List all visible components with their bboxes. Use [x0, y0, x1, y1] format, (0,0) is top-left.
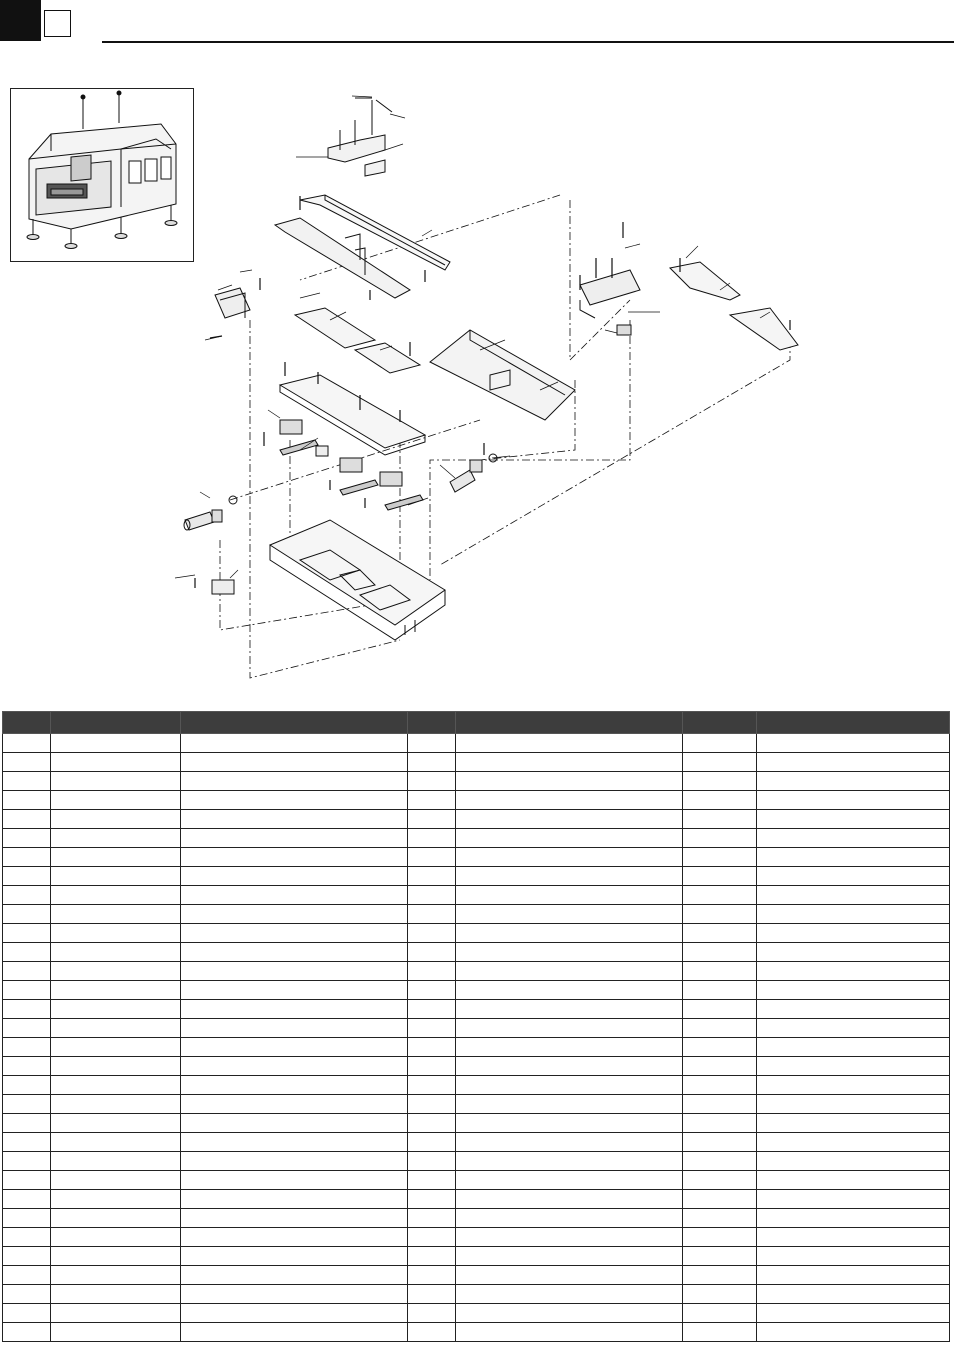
table-row: [3, 791, 950, 810]
table-cell: [757, 1152, 950, 1171]
table-cell: [757, 1209, 950, 1228]
table-cell: [456, 1000, 683, 1019]
table-cell: [683, 962, 757, 981]
table-cell: [456, 1114, 683, 1133]
table-row: [3, 1057, 950, 1076]
table-cell: [3, 867, 51, 886]
table-cell: [51, 1095, 181, 1114]
table-cell: [683, 1285, 757, 1304]
table-cell: [757, 1038, 950, 1057]
table-cell: [181, 1190, 408, 1209]
table-cell: [51, 1285, 181, 1304]
table-row: [3, 1076, 950, 1095]
table-cell: [456, 905, 683, 924]
table-cell: [181, 1171, 408, 1190]
table-cell: [456, 1133, 683, 1152]
table-cell: [408, 1152, 456, 1171]
table-cell: [181, 772, 408, 791]
table-cell: [757, 1171, 950, 1190]
table-cell: [3, 962, 51, 981]
table-row: [3, 810, 950, 829]
table-cell: [683, 772, 757, 791]
table-cell: [683, 1057, 757, 1076]
table-cell: [181, 867, 408, 886]
table-cell: [408, 734, 456, 753]
table-cell: [408, 1038, 456, 1057]
table-cell: [757, 1095, 950, 1114]
table-cell: [456, 924, 683, 943]
table-row: [3, 1266, 950, 1285]
table-cell: [408, 848, 456, 867]
parts-list-body: [3, 734, 950, 1342]
table-cell: [683, 734, 757, 753]
table-row: [3, 1190, 950, 1209]
table-cell: [456, 867, 683, 886]
table-row: [3, 734, 950, 753]
table-cell: [408, 924, 456, 943]
table-row: [3, 962, 950, 981]
table-cell: [181, 791, 408, 810]
table-cell: [3, 1304, 51, 1323]
section-tab-icon: [0, 0, 41, 41]
table-cell: [3, 1323, 51, 1342]
table-row: [3, 981, 950, 1000]
table-cell: [51, 1304, 181, 1323]
table-cell: [408, 772, 456, 791]
table-cell: [181, 1076, 408, 1095]
table-cell: [757, 810, 950, 829]
table-cell: [683, 1038, 757, 1057]
table-cell: [51, 791, 181, 810]
table-cell: [683, 1171, 757, 1190]
table-cell: [51, 962, 181, 981]
table-cell: [757, 1228, 950, 1247]
table-cell: [757, 1076, 950, 1095]
table-cell: [683, 867, 757, 886]
table-cell: [456, 1076, 683, 1095]
table-cell: [408, 753, 456, 772]
table-cell: [456, 1209, 683, 1228]
table-cell: [3, 1247, 51, 1266]
table-cell: [683, 943, 757, 962]
table-cell: [757, 1323, 950, 1342]
table-cell: [408, 1209, 456, 1228]
table-cell: [3, 848, 51, 867]
table-cell: [181, 981, 408, 1000]
table-row: [3, 1095, 950, 1114]
table-cell: [181, 829, 408, 848]
table-cell: [408, 962, 456, 981]
table-cell: [757, 1133, 950, 1152]
table-cell: [3, 829, 51, 848]
table-cell: [51, 1057, 181, 1076]
table-cell: [757, 1304, 950, 1323]
table-row: [3, 905, 950, 924]
table-cell: [408, 1247, 456, 1266]
header-cell: [408, 712, 456, 734]
table-row: [3, 924, 950, 943]
table-cell: [51, 753, 181, 772]
table-cell: [757, 1190, 950, 1209]
table-cell: [408, 1323, 456, 1342]
table-cell: [3, 1152, 51, 1171]
table-cell: [181, 1000, 408, 1019]
table-cell: [408, 1228, 456, 1247]
table-cell: [456, 1190, 683, 1209]
table-cell: [456, 829, 683, 848]
table-cell: [51, 829, 181, 848]
table-row: [3, 1323, 950, 1342]
table-cell: [51, 1323, 181, 1342]
table-cell: [456, 1285, 683, 1304]
parts-list-table: [2, 711, 950, 1342]
table-cell: [181, 1266, 408, 1285]
table-cell: [3, 1266, 51, 1285]
table-row: [3, 829, 950, 848]
table-cell: [181, 1285, 408, 1304]
table-cell: [51, 1209, 181, 1228]
table-cell: [757, 1114, 950, 1133]
table-cell: [456, 753, 683, 772]
header-cell: [181, 712, 408, 734]
table-cell: [757, 753, 950, 772]
table-cell: [51, 1038, 181, 1057]
table-cell: [456, 1171, 683, 1190]
table-cell: [51, 924, 181, 943]
table-cell: [51, 1190, 181, 1209]
table-cell: [456, 1095, 683, 1114]
table-cell: [3, 1285, 51, 1304]
table-row: [3, 1285, 950, 1304]
table-cell: [757, 1285, 950, 1304]
table-cell: [3, 905, 51, 924]
table-cell: [51, 1171, 181, 1190]
table-cell: [683, 810, 757, 829]
table-row: [3, 1114, 950, 1133]
table-cell: [408, 1114, 456, 1133]
table-cell: [757, 1000, 950, 1019]
table-cell: [3, 1114, 51, 1133]
table-cell: [757, 962, 950, 981]
header-cell: [456, 712, 683, 734]
table-cell: [456, 772, 683, 791]
table-cell: [757, 734, 950, 753]
table-cell: [181, 1095, 408, 1114]
table-cell: [181, 1247, 408, 1266]
table-cell: [51, 1114, 181, 1133]
table-cell: [757, 905, 950, 924]
table-cell: [683, 1076, 757, 1095]
table-cell: [51, 848, 181, 867]
table-cell: [51, 867, 181, 886]
table-header-row: [3, 712, 950, 734]
table-cell: [408, 1000, 456, 1019]
table-cell: [3, 1076, 51, 1095]
table-cell: [683, 981, 757, 1000]
table-cell: [51, 1247, 181, 1266]
table-cell: [456, 962, 683, 981]
table-cell: [408, 1171, 456, 1190]
table-cell: [181, 1304, 408, 1323]
table-row: [3, 1304, 950, 1323]
table-cell: [683, 886, 757, 905]
table-row: [3, 1152, 950, 1171]
table-cell: [408, 1057, 456, 1076]
table-cell: [181, 810, 408, 829]
table-cell: [757, 924, 950, 943]
table-cell: [51, 1000, 181, 1019]
table-row: [3, 772, 950, 791]
table-cell: [51, 810, 181, 829]
table-cell: [181, 962, 408, 981]
table-cell: [456, 848, 683, 867]
table-cell: [3, 734, 51, 753]
table-cell: [3, 924, 51, 943]
table-cell: [757, 886, 950, 905]
table-cell: [51, 1228, 181, 1247]
table-cell: [181, 1114, 408, 1133]
table-cell: [51, 886, 181, 905]
table-cell: [3, 1228, 51, 1247]
table-cell: [456, 1304, 683, 1323]
table-cell: [51, 734, 181, 753]
header-rule: [102, 41, 954, 43]
table-cell: [757, 1057, 950, 1076]
table-cell: [757, 1019, 950, 1038]
table-cell: [408, 1266, 456, 1285]
table-cell: [181, 1209, 408, 1228]
table-cell: [181, 886, 408, 905]
table-cell: [51, 772, 181, 791]
table-cell: [3, 1095, 51, 1114]
table-cell: [683, 1000, 757, 1019]
table-cell: [181, 943, 408, 962]
table-cell: [3, 791, 51, 810]
table-cell: [683, 791, 757, 810]
table-cell: [181, 924, 408, 943]
table-row: [3, 1209, 950, 1228]
table-cell: [181, 734, 408, 753]
table-row: [3, 1038, 950, 1057]
table-cell: [456, 886, 683, 905]
table-row: [3, 1228, 950, 1247]
table-cell: [408, 1304, 456, 1323]
table-cell: [456, 981, 683, 1000]
table-cell: [181, 1057, 408, 1076]
table-cell: [51, 905, 181, 924]
table-cell: [3, 772, 51, 791]
table-cell: [456, 1323, 683, 1342]
table-cell: [408, 829, 456, 848]
table-cell: [3, 943, 51, 962]
table-cell: [456, 943, 683, 962]
table-cell: [683, 1114, 757, 1133]
table-cell: [683, 1323, 757, 1342]
table-cell: [3, 1171, 51, 1190]
table-cell: [408, 943, 456, 962]
table-row: [3, 1133, 950, 1152]
table-cell: [3, 1000, 51, 1019]
table-cell: [683, 1266, 757, 1285]
table-cell: [683, 1019, 757, 1038]
table-cell: [683, 924, 757, 943]
table-row: [3, 886, 950, 905]
table-cell: [757, 981, 950, 1000]
table-cell: [456, 1019, 683, 1038]
table-cell: [181, 1019, 408, 1038]
page-box-icon: [44, 10, 71, 37]
table-cell: [683, 905, 757, 924]
table-cell: [683, 1304, 757, 1323]
table-cell: [683, 1133, 757, 1152]
table-cell: [408, 810, 456, 829]
table-cell: [3, 1038, 51, 1057]
table-cell: [408, 981, 456, 1000]
table-cell: [408, 886, 456, 905]
exploded-view-diagram: [0, 60, 954, 700]
table-cell: [683, 753, 757, 772]
table-cell: [3, 1133, 51, 1152]
table-cell: [408, 867, 456, 886]
table-row: [3, 1000, 950, 1019]
table-cell: [408, 905, 456, 924]
table-cell: [181, 905, 408, 924]
table-cell: [181, 1323, 408, 1342]
table-cell: [408, 1076, 456, 1095]
table-cell: [408, 1133, 456, 1152]
table-cell: [757, 848, 950, 867]
header-cell: [51, 712, 181, 734]
table-cell: [683, 1190, 757, 1209]
table-cell: [757, 867, 950, 886]
table-cell: [757, 1266, 950, 1285]
table-cell: [51, 943, 181, 962]
table-cell: [51, 1266, 181, 1285]
table-cell: [3, 1190, 51, 1209]
table-cell: [181, 1228, 408, 1247]
table-cell: [683, 1152, 757, 1171]
table-cell: [456, 810, 683, 829]
table-cell: [683, 829, 757, 848]
table-cell: [51, 981, 181, 1000]
table-cell: [456, 1057, 683, 1076]
table-row: [3, 1019, 950, 1038]
table-cell: [181, 1152, 408, 1171]
table-cell: [757, 1247, 950, 1266]
table-cell: [51, 1076, 181, 1095]
table-row: [3, 867, 950, 886]
table-cell: [683, 1247, 757, 1266]
header-cell: [683, 712, 757, 734]
table-cell: [181, 848, 408, 867]
table-cell: [51, 1133, 181, 1152]
table-cell: [456, 1266, 683, 1285]
table-cell: [456, 791, 683, 810]
table-cell: [408, 1019, 456, 1038]
table-cell: [408, 1190, 456, 1209]
table-cell: [51, 1152, 181, 1171]
table-cell: [683, 1095, 757, 1114]
table-cell: [3, 1057, 51, 1076]
table-cell: [3, 886, 51, 905]
table-cell: [683, 848, 757, 867]
table-cell: [757, 829, 950, 848]
table-row: [3, 943, 950, 962]
table-cell: [3, 1019, 51, 1038]
table-cell: [456, 1247, 683, 1266]
table-cell: [456, 734, 683, 753]
table-cell: [456, 1152, 683, 1171]
header-cell: [757, 712, 950, 734]
table-cell: [408, 1285, 456, 1304]
table-row: [3, 1171, 950, 1190]
table-cell: [408, 791, 456, 810]
table-cell: [456, 1038, 683, 1057]
header-cell: [3, 712, 51, 734]
table-cell: [408, 1095, 456, 1114]
table-cell: [181, 1133, 408, 1152]
table-cell: [181, 1038, 408, 1057]
table-cell: [757, 772, 950, 791]
table-row: [3, 1247, 950, 1266]
table-cell: [456, 1228, 683, 1247]
table-row: [3, 848, 950, 867]
table-cell: [3, 981, 51, 1000]
table-cell: [3, 1209, 51, 1228]
table-cell: [51, 1019, 181, 1038]
table-cell: [3, 810, 51, 829]
table-row: [3, 753, 950, 772]
table-cell: [757, 943, 950, 962]
table-cell: [3, 753, 51, 772]
table-cell: [757, 791, 950, 810]
table-cell: [683, 1209, 757, 1228]
table-cell: [181, 753, 408, 772]
table-cell: [683, 1228, 757, 1247]
